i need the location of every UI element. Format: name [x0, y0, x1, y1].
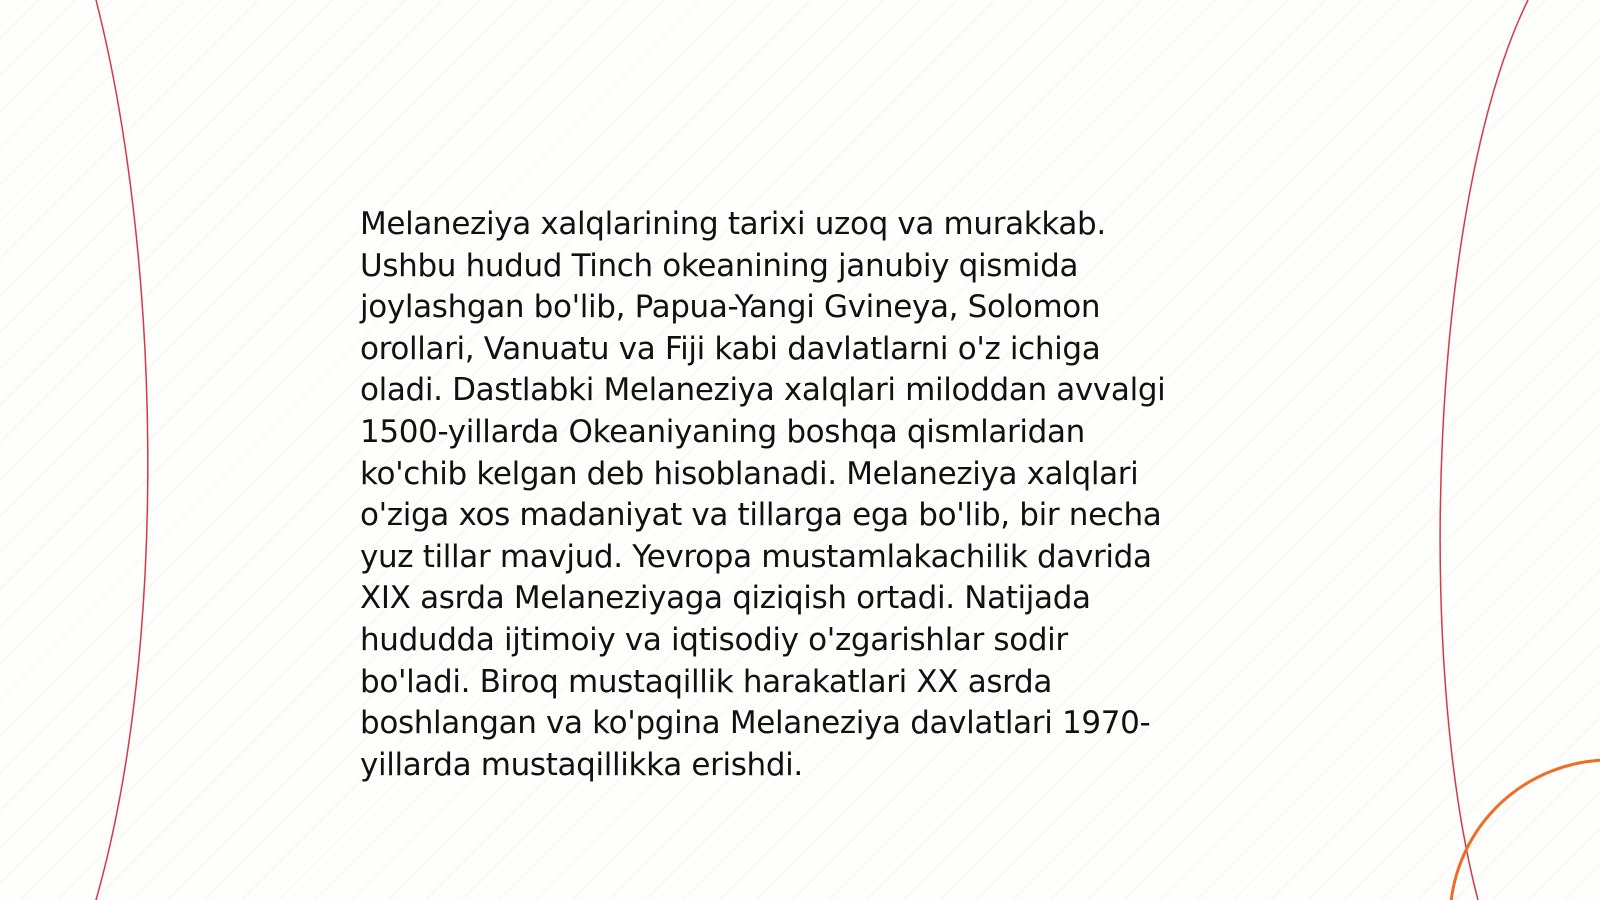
text-line: XIX asrda Melaneziyaga qiziqish ortadi. Natijada: [360, 580, 1091, 617]
text-line: Melaneziya xalqlarining tarixi uzoq va murakkab.: [360, 206, 1106, 242]
text-line: ko'chib kelgan deb hisoblanadi. Melaneziya xalqlari: [360, 455, 1139, 492]
text-line: hududda ijtimoiy va iqtisodiy o'zgarishlar sodir: [360, 621, 1068, 658]
text-line: bo'ladi. Biroq mustaqillik harakatlari XX asrda: [360, 663, 1052, 700]
text-line: yillarda mustaqillikka erishdi.: [360, 746, 803, 783]
text-line: yuz tillar mavjud. Yevropa mustamlakachilik davrida: [360, 538, 1152, 575]
text-line: orollari, Vanuatu va Fiji kabi davlatlarni o'z ichiga: [360, 330, 1101, 367]
text-line: joylashgan bo'lib, Papua-Yangi Gvineya, Solomon: [360, 289, 1101, 326]
body-text: [360, 204, 1240, 786]
text-line: Ushbu hudud Tinch okeanining janubiy qismida: [360, 247, 1079, 284]
text-line: oladi. Dastlabki Melaneziya xalqlari miloddan avvalgi: [360, 372, 1166, 409]
right-arc: [1440, 0, 1528, 900]
left-arc: [96, 0, 148, 900]
text-line: 1500-yillarda Okeaniyaning boshqa qismlaridan: [360, 413, 1085, 450]
text-line: boshlangan va ko'pgina Melaneziya davlatlari 1970-: [360, 705, 1151, 742]
text-line: o'ziga xos madaniyat va tillarga ega bo'lib, bir necha: [360, 497, 1162, 534]
